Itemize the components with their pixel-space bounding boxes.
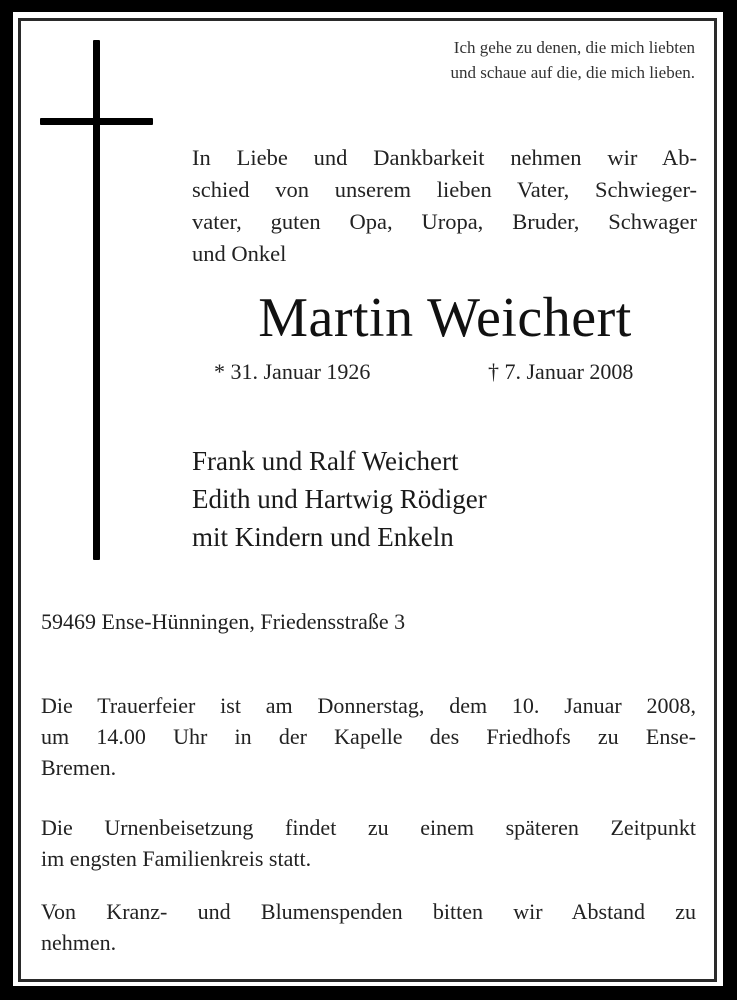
motto-quote — [340, 35, 695, 85]
motto-line: und schaue auf die, die mich lieben. — [450, 63, 695, 82]
mourner-line: mit Kindern und Enkeln — [192, 522, 454, 552]
paragraph-line: nehmen. — [41, 930, 117, 955]
birth-date: * 31. Januar 1926 — [214, 359, 371, 384]
intro-line: vater, guten Opa, Uropa, Bruder, Schwager — [192, 209, 697, 234]
paragraph-line: Bremen. — [41, 755, 117, 780]
intro-text — [192, 142, 697, 270]
paragraph-line: im engsten Familienkreis statt. — [41, 846, 312, 871]
paragraph-line: Von Kranz- und Blumenspenden bitten wir Abstand zu — [41, 899, 696, 924]
death-date: † 7. Januar 2008 — [488, 359, 634, 384]
funeral-service-info — [41, 690, 696, 783]
mourner-line: Edith und Hartwig Rödiger — [192, 484, 487, 514]
mourners-list — [192, 442, 487, 556]
urn-burial-info — [41, 812, 696, 874]
family-address: 59469 Ense-Hünningen, Friedensstraße 3 — [41, 609, 406, 634]
paragraph-line: Die Urnenbeisetzung findet zu einem späteren Zeitpunkt — [41, 815, 696, 840]
motto-line: Ich gehe zu denen, die mich liebten — [453, 38, 695, 57]
deceased-name: Martin Weichert — [258, 287, 632, 349]
intro-line: und Onkel — [192, 241, 287, 266]
flowers-request-info — [41, 896, 696, 958]
cross-horizontal-bar — [40, 118, 153, 125]
intro-line: schied von unserem lieben Vater, Schwieger- — [192, 177, 697, 202]
intro-line: In Liebe und Dankbarkeit nehmen wir Ab- — [192, 145, 697, 170]
paragraph-line: um 14.00 Uhr in der Kapelle des Friedhofs zu Ense- — [41, 724, 696, 749]
paragraph-line: Die Trauerfeier ist am Donnerstag, dem 10. Januar 2008, — [41, 693, 696, 718]
mourner-line: Frank und Ralf Weichert — [192, 446, 459, 476]
